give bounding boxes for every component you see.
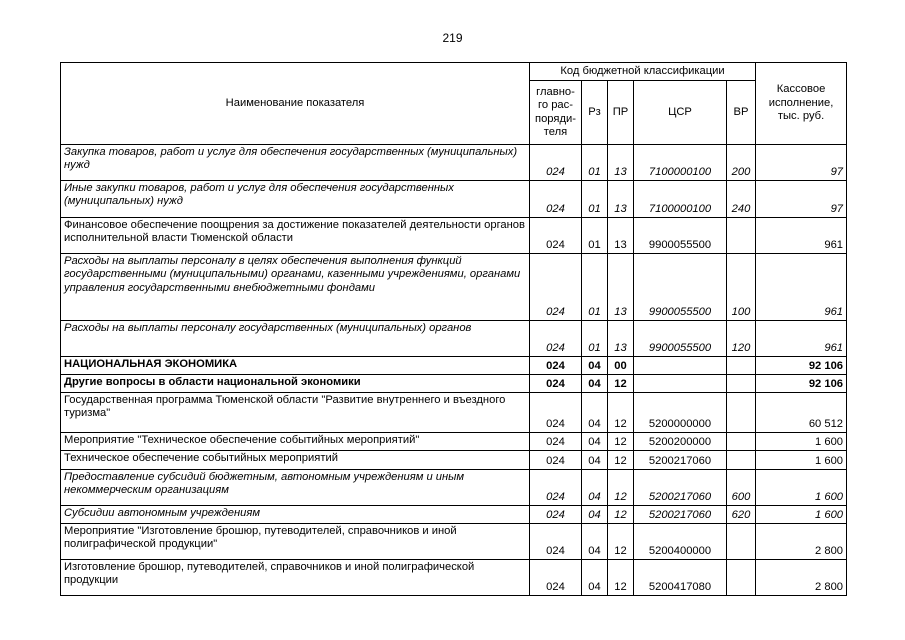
row-vr (727, 393, 756, 433)
row-name: Финансовое обеспечение поощрения за достижение показателей деятельности органов исполнительной власти Тюменской области (61, 218, 530, 254)
row-name: Предоставление субсидий бюджетным, автономным учреждениям и иным некоммерческим организациям (61, 470, 530, 506)
row-pr: 12 (608, 451, 634, 470)
row-rz: 04 (582, 524, 608, 560)
row-pr: 12 (608, 375, 634, 393)
row-glavn: 024 (530, 181, 582, 218)
row-csr: 5200217060 (634, 506, 727, 524)
table-row (61, 506, 847, 524)
table-row (61, 433, 847, 451)
row-name: Субсидии автономным учреждениям (61, 506, 530, 524)
row-name: Расходы на выплаты персоналу в целях обеспечения выполнения функций государственными (муниципальными) органами, казенными учреждениями, органами управления государственными внебюджетными фондами (61, 254, 530, 321)
row-rz: 04 (582, 560, 608, 596)
row-rz: 01 (582, 145, 608, 181)
row-pr: 13 (608, 181, 634, 218)
budget-table (60, 62, 847, 596)
header-name: Наименование показателя (61, 63, 530, 145)
row-vr: 600 (727, 470, 756, 506)
row-vr: 620 (727, 506, 756, 524)
row-pr: 00 (608, 357, 634, 375)
header-pr: ПР (608, 81, 634, 145)
header-csr: ЦСР (634, 81, 727, 145)
table-row (61, 560, 847, 596)
row-glavn: 024 (530, 357, 582, 375)
row-csr: 5200217060 (634, 470, 727, 506)
header-code-group: Код бюджетной классификации (530, 63, 756, 81)
row-pr: 12 (608, 524, 634, 560)
row-name: Другие вопросы в области национальной экономики (61, 375, 530, 393)
row-name: Иные закупки товаров, работ и услуг для обеспечения государственных (муниципальных) нужд (61, 181, 530, 218)
row-rz: 04 (582, 506, 608, 524)
row-csr: 5200417080 (634, 560, 727, 596)
row-vr (727, 357, 756, 375)
row-glavn: 024 (530, 393, 582, 433)
row-glavn: 024 (530, 145, 582, 181)
row-vr (727, 524, 756, 560)
row-sum: 961 (756, 218, 847, 254)
row-pr: 13 (608, 218, 634, 254)
row-rz: 01 (582, 254, 608, 321)
row-glavn: 024 (530, 218, 582, 254)
row-name: Государственная программа Тюменской области "Развитие внутреннего и въездного туризма" (61, 393, 530, 433)
row-rz: 04 (582, 470, 608, 506)
row-csr: 9900055500 (634, 218, 727, 254)
row-vr: 100 (727, 254, 756, 321)
row-csr: 7100000100 (634, 145, 727, 181)
row-glavn: 024 (530, 470, 582, 506)
row-sum: 1 600 (756, 470, 847, 506)
row-sum: 961 (756, 254, 847, 321)
row-sum: 92 106 (756, 357, 847, 375)
header-vr: ВР (727, 81, 756, 145)
row-name: НАЦИОНАЛЬНАЯ ЭКОНОМИКА (61, 357, 530, 375)
table-row (61, 145, 847, 181)
row-vr (727, 433, 756, 451)
table-row (61, 218, 847, 254)
row-glavn: 024 (530, 506, 582, 524)
row-rz: 01 (582, 218, 608, 254)
row-csr (634, 357, 727, 375)
table-row (61, 451, 847, 470)
row-csr: 9900055500 (634, 321, 727, 357)
row-name: Изготовление брошюр, путеводителей, справочников и иной полиграфической продукции (61, 560, 530, 596)
row-rz: 04 (582, 357, 608, 375)
row-sum: 1 600 (756, 506, 847, 524)
row-pr: 12 (608, 433, 634, 451)
row-vr: 200 (727, 145, 756, 181)
row-pr: 13 (608, 254, 634, 321)
table-row (61, 393, 847, 433)
row-vr (727, 560, 756, 596)
row-rz: 01 (582, 321, 608, 357)
table-row (61, 357, 847, 375)
row-pr: 12 (608, 560, 634, 596)
table-row (61, 375, 847, 393)
table-row (61, 321, 847, 357)
row-rz: 04 (582, 451, 608, 470)
row-sum: 97 (756, 145, 847, 181)
page-number: 219 (442, 31, 463, 45)
row-pr: 13 (608, 321, 634, 357)
row-glavn: 024 (530, 560, 582, 596)
row-name: Закупка товаров, работ и услуг для обеспечения государственных (муниципальных) нужд (61, 145, 530, 181)
row-glavn: 024 (530, 524, 582, 560)
row-rz: 04 (582, 433, 608, 451)
row-csr: 5200400000 (634, 524, 727, 560)
row-sum: 961 (756, 321, 847, 357)
header-glavn: главно- го рас- поряди- теля (530, 81, 582, 145)
row-name: Мероприятие "Изготовление брошюр, путеводителей, справочников и иной полиграфической продукции" (61, 524, 530, 560)
row-pr: 12 (608, 470, 634, 506)
header-rz: Рз (582, 81, 608, 145)
row-sum: 1 600 (756, 433, 847, 451)
table-row (61, 254, 847, 321)
header-sum: Кассовое исполнение, тыс. руб. (756, 63, 847, 145)
row-sum: 2 800 (756, 560, 847, 596)
row-sum: 60 512 (756, 393, 847, 433)
row-pr: 13 (608, 145, 634, 181)
row-csr: 7100000100 (634, 181, 727, 218)
row-vr: 240 (727, 181, 756, 218)
row-glavn: 024 (530, 375, 582, 393)
table-row (61, 470, 847, 506)
row-glavn: 024 (530, 433, 582, 451)
row-csr: 5200217060 (634, 451, 727, 470)
table-row (61, 181, 847, 218)
row-rz: 01 (582, 181, 608, 218)
row-csr: 5200000000 (634, 393, 727, 433)
row-rz: 04 (582, 393, 608, 433)
row-sum: 1 600 (756, 451, 847, 470)
row-glavn: 024 (530, 321, 582, 357)
row-csr (634, 375, 727, 393)
row-sum: 2 800 (756, 524, 847, 560)
row-sum: 92 106 (756, 375, 847, 393)
row-vr (727, 218, 756, 254)
row-glavn: 024 (530, 451, 582, 470)
row-pr: 12 (608, 393, 634, 433)
row-vr (727, 451, 756, 470)
table-body (61, 145, 847, 596)
row-vr (727, 375, 756, 393)
row-vr: 120 (727, 321, 756, 357)
row-pr: 12 (608, 506, 634, 524)
table-row (61, 524, 847, 560)
row-csr: 9900055500 (634, 254, 727, 321)
row-glavn: 024 (530, 254, 582, 321)
row-rz: 04 (582, 375, 608, 393)
row-name: Техническое обеспечение событийных мероприятий (61, 451, 530, 470)
row-name: Мероприятие "Техническое обеспечение событийных мероприятий" (61, 433, 530, 451)
row-name: Расходы на выплаты персоналу государственных (муниципальных) органов (61, 321, 530, 357)
row-sum: 97 (756, 181, 847, 218)
row-csr: 5200200000 (634, 433, 727, 451)
